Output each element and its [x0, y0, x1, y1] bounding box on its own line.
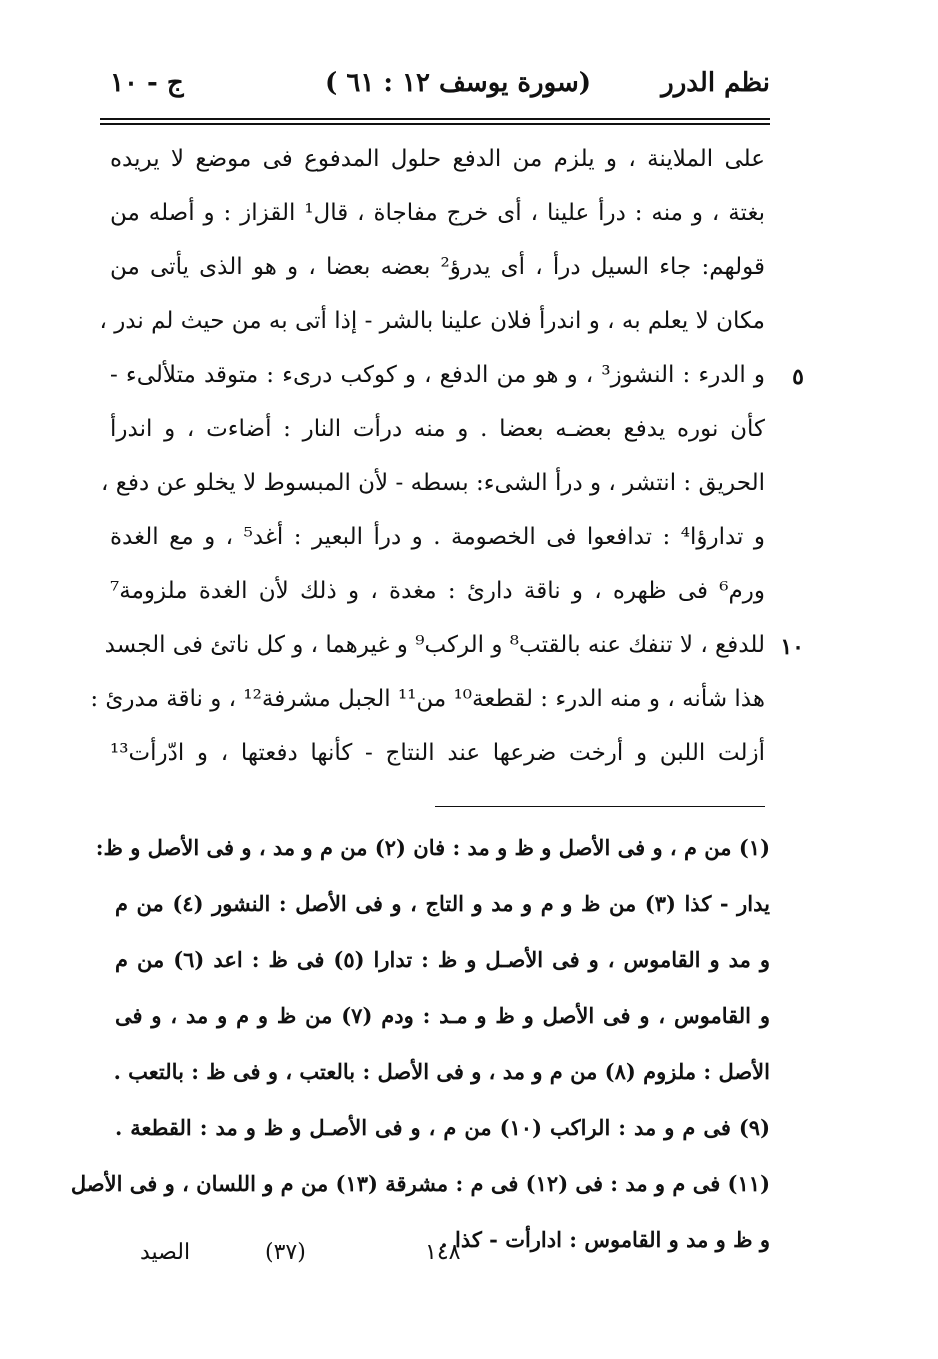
page-number: ١٤٨: [425, 1240, 461, 1265]
main-text: [90, 132, 766, 780]
text-line: هذا شأنه ، و منه الدرء : لقطعة¹⁰ من¹¹ الجبل مشرفة¹² ، و ناقة مدرئ :: [90, 686, 765, 712]
footnote-line: و القاموس ، و فى الأصل و ظ و مـد : ودم (٧) من ظ و م و مد ، و فى: [115, 1003, 770, 1028]
footnote-line: (١) من م ، و فى الأصل و ظ و مد : فان (٢) من م و مد ، و فى الأصل و ظ:: [95, 835, 770, 860]
text-line: قولهم: جاء السيل درأ ، أى يدرؤ² بعضه بعضا ، و هو الذى يأتى من: [110, 254, 765, 280]
header-rule-lower: [100, 123, 770, 125]
text-line: أزلت اللبن و أرخت ضرعها عند النتاج - كأنها دفعتها ، و ادّرأت¹³: [110, 740, 765, 766]
footnote-line: (١١) فى م و مد : فى (١٢) فى م : مشرقة (١٣) من م و اللسان ، و فى الأصل: [70, 1171, 770, 1196]
header-rule-upper: [100, 118, 770, 120]
footnote-line: و مد و القاموس ، و فى الأصـل و ظ : تدارا (٥) فى ظ : اعد (٦) من م: [115, 947, 770, 972]
footnotes: [70, 820, 770, 1268]
footnote-line: و ظ و مد و القاموس : ادارأت - كذا .: [440, 1227, 770, 1252]
text-line: و تدارؤا⁴ : تدافعوا فى الخصومة . و درأ البعير : أغد⁵ ، و مع الغدة: [110, 524, 766, 550]
footnote-line: الأصل : ملزوم (٨) من م و مد ، و فى الأصل : بالعتب ، و فى ظ : بالتعب .: [113, 1059, 770, 1084]
text-line: ورم⁶ فى ظهره ، و ناقة دارئ : مغدة ، و ذلك لأن الغدة ملزومة⁷: [110, 578, 765, 604]
surah-reference: (سورة يوسف ١٢ : ٦١ ): [325, 68, 592, 98]
line-number-10: ١٠: [780, 634, 804, 660]
book-title: نظم الدرر: [661, 68, 770, 98]
line-number-5: ٥: [792, 364, 804, 390]
volume-label: ج - ١٠: [110, 68, 184, 98]
text-line: للدفع ، لا تنفك عنه بالقتب⁸ و الركب⁹ و غيرهما ، و كل ناتئ فى الجسد: [104, 632, 765, 658]
text-line: كأن نوره يدفع بعضـه بعضا . و منه درأت النار : أضاءت ، و اندرأ: [110, 416, 765, 442]
page-footer: [140, 1240, 540, 1280]
running-header: [110, 62, 770, 110]
text-line: الحريق : انتشر ، و درأ الشىء: بسطه - لأن المبسوط لا يخلو عن دفع ،: [101, 470, 765, 496]
footnote-line: يدار - كذا (٣) من ظ و م و مد و التاج ، و فى الأصل : النشور (٤) من م: [115, 891, 770, 916]
text-line: و الدرء : النشوز³ ، و هو من الدفع ، و كوكب درىء : متوقد متلألىء -: [110, 362, 765, 388]
text-line: على الملاينة ، و يلزم من الدفع حلول المدفوع فى موضع لا يريده: [110, 146, 765, 172]
footnote-line: (٩) فى م و مد : الراكب (١٠) من م ، و فى الأصـل و ظ و مد : القطعة .: [115, 1115, 770, 1140]
footnote-separator: [435, 806, 765, 807]
publisher-mark: الصيد: [140, 1240, 191, 1265]
text-line: بغتة ، و منه : درأ علينا ، أى خرج مفاجاة ، قال¹ القزاز : و أصله من: [110, 200, 765, 226]
signature-mark: (٣٧): [265, 1240, 306, 1265]
text-line: مكان لا يعلم به ، و اندرأ فلان علينا بالشر - إذا أتى به من حيث لم ندر ،: [99, 308, 765, 334]
